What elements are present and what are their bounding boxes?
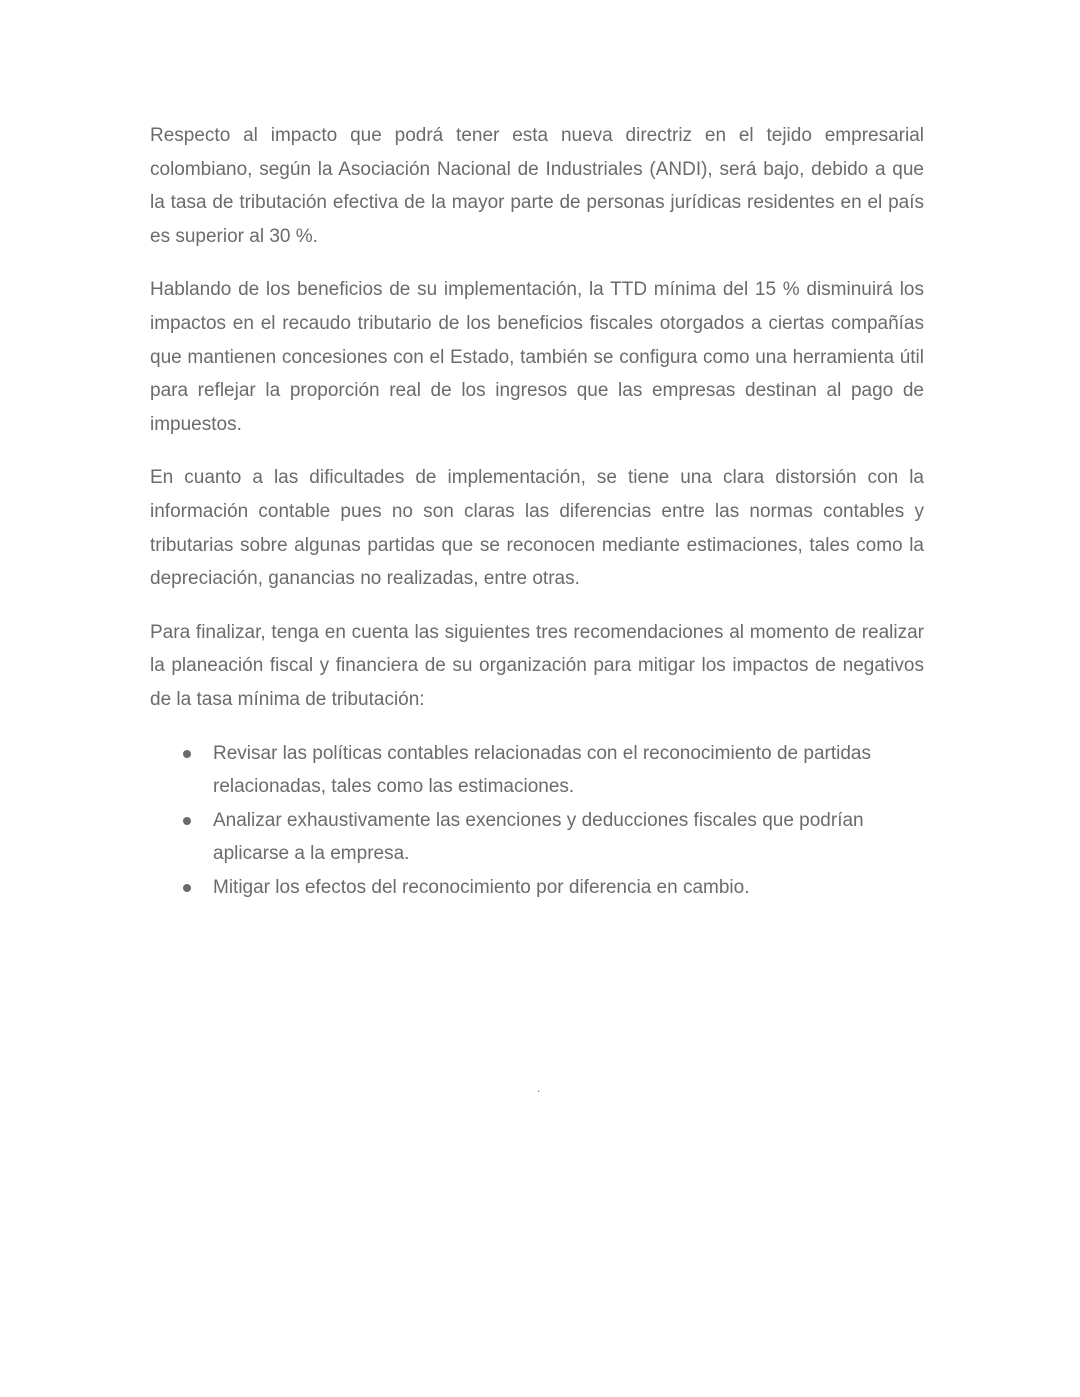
document-page (150, 119, 924, 904)
list-item-text: Mitigar los efectos del reconocimiento por diferencia en cambio. (213, 876, 750, 898)
list-item (150, 804, 924, 871)
paragraph-benefits: Hablando de los beneficios de su implementación, la TTD mínima del 15 % disminuirá los impactos en el recaudo tributario de los beneficios fiscales otorgados a ciertas compañías que mantienen concesiones con el Estado, también se configura como una herramienta útil para reflejar la proporción real de los ingresos que las empresas destinan al pago de impuestos. (150, 279, 924, 435)
bullet-icon (183, 817, 191, 825)
paragraph-difficulties: En cuanto a las dificultades de implementación, se tiene una clara distorsión con la información contable pues no son claras las diferencias entre las normas contables y tributarias sobre algunas partidas que se reconocen mediante estimaciones, tales como la depreciación, ganancias no realizadas, entre otras. (150, 467, 924, 590)
paragraph-conclusion: Para finalizar, tenga en cuenta las siguientes tres recomendaciones al momento de realizar la planeación fiscal y financiera de su organización para mitigar los impactos de negativos de la tasa mínima de tributación: (150, 621, 924, 710)
list-item-text: Analizar exhaustivamente las exenciones y deducciones fiscales que podrían aplicarse a la empresa. (213, 809, 864, 865)
list-item-text: Revisar las políticas contables relacionadas con el reconocimiento de partidas relacionadas, tales como las estimaciones. (213, 742, 871, 798)
footer-mark: . (537, 1081, 541, 1095)
list-item (150, 871, 924, 905)
bullet-icon (183, 750, 191, 758)
recommendations-list (150, 737, 924, 905)
list-item (150, 737, 924, 804)
bullet-icon (183, 884, 191, 892)
paragraph-impact: Respecto al impacto que podrá tener esta nueva directriz en el tejido empresarial colombiano, según la Asociación Nacional de Industriales (ANDI), será bajo, debido a que la tasa de tributación efectiva de la mayor parte de personas jurídicas residentes en el país es superior al 30 %. (150, 125, 924, 247)
